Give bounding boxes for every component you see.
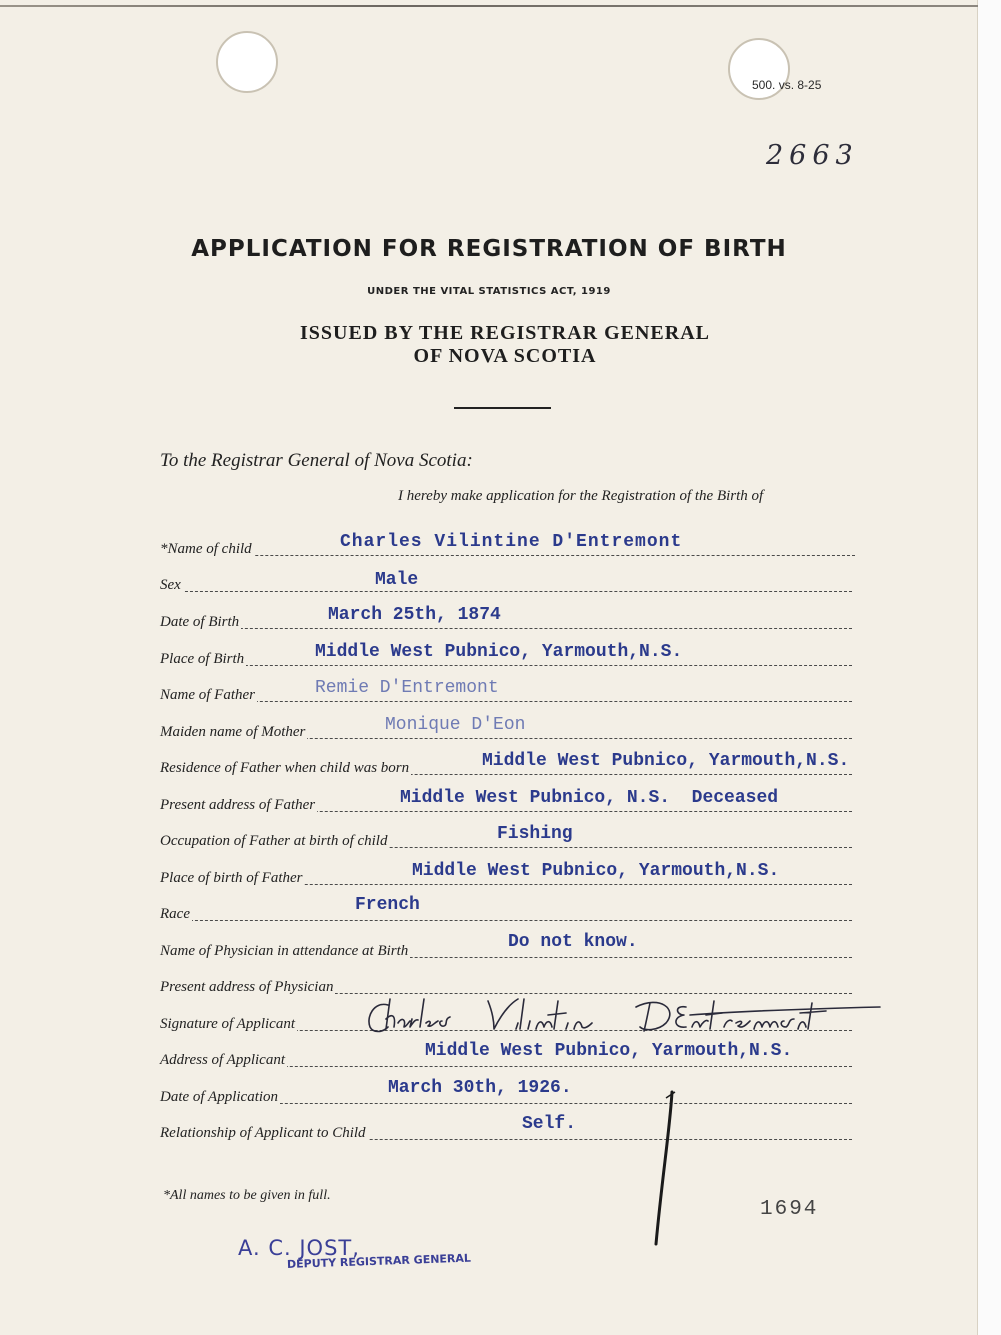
salutation: To the Registrar General of Nova Scotia:	[160, 450, 473, 471]
field-label: Relationship of Applicant to Child	[160, 1125, 366, 1141]
punch-hole-left	[216, 31, 278, 93]
intro-text: I hereby make application for the Registration of the Birth of	[398, 488, 764, 504]
field-signature-of-applicant	[160, 1005, 852, 1035]
field-place-of-birth	[160, 640, 852, 670]
field-label: Residence of Father when child was born	[160, 760, 410, 776]
field-value: Monique D'Eon	[385, 715, 526, 735]
field-value: Middle West Pubnico, Yarmouth,N.S.	[425, 1041, 793, 1061]
field-occupation-of-father	[160, 822, 852, 852]
field-value: Do not know.	[508, 932, 638, 952]
act-subtitle: UNDER THE VITAL STATISTICS ACT, 1919	[367, 286, 611, 297]
field-value: Fishing	[497, 824, 573, 844]
field-maiden-name-of-mother	[160, 713, 852, 743]
field-label: Present address of Physician	[160, 979, 334, 995]
stamp-name: A. C. JOST,	[238, 1236, 360, 1260]
field-value: Middle West Pubnico, Yarmouth,N.S.	[482, 751, 850, 771]
field-value: Male	[375, 570, 419, 590]
field-value: Middle West Pubnico, N.S. Deceased	[400, 788, 779, 808]
field-label: Race	[160, 906, 190, 922]
field-address-of-applicant	[160, 1041, 852, 1071]
field-label: Address of Applicant	[160, 1052, 285, 1068]
field-value: Middle West Pubnico, Yarmouth,N.S.	[315, 642, 683, 662]
field-label: Signature of Applicant	[160, 1016, 295, 1032]
field-label: Name of Father	[160, 687, 255, 703]
field-label: Sex	[160, 577, 181, 593]
field-present-address-of-father	[160, 786, 852, 816]
field-value: Remie D'Entremont	[315, 678, 499, 698]
dotted-line	[160, 628, 852, 629]
field-label: Present address of Father	[160, 797, 316, 813]
field-date-of-birth	[160, 603, 852, 633]
field-label: Occupation of Father at birth of child	[160, 833, 388, 849]
dotted-line	[160, 701, 852, 702]
field-name-of-father	[160, 676, 852, 706]
stamp-number: 1694	[760, 1198, 819, 1221]
field-place-of-birth-of-father	[160, 859, 852, 889]
top-edge-line	[0, 5, 978, 7]
dotted-line	[160, 555, 855, 556]
page-margin	[978, 0, 1001, 1335]
field-date-of-application	[160, 1078, 852, 1108]
field-name-of-child	[160, 530, 855, 560]
issuer-line-1: ISSUED BY THE REGISTRAR GENERAL	[300, 322, 710, 344]
field-label: Place of Birth	[160, 651, 245, 667]
field-value: French	[355, 895, 420, 915]
applicant-signature	[360, 993, 890, 1041]
field-value: Self.	[522, 1114, 577, 1134]
field-relationship	[160, 1114, 852, 1144]
divider-rule	[454, 407, 551, 409]
dotted-line	[160, 591, 852, 592]
field-label: Name of Physician in attendance at Birth	[160, 943, 409, 959]
page-title: APPLICATION FOR REGISTRATION OF BIRTH	[191, 236, 787, 262]
field-value: Middle West Pubnico, Yarmouth,N.S.	[412, 861, 780, 881]
field-sex	[160, 566, 852, 596]
field-label: Maiden name of Mother	[160, 724, 306, 740]
dotted-line	[160, 665, 852, 666]
field-value: March 30th, 1926.	[388, 1078, 572, 1098]
field-label: Date of Application	[160, 1089, 279, 1105]
file-number: 2663	[766, 140, 859, 171]
field-label: *Name of child	[160, 541, 252, 557]
stamp-title: DEPUTY REGISTRAR GENERAL	[286, 1251, 472, 1271]
field-label: Place of birth of Father	[160, 870, 303, 886]
field-label: Date of Birth	[160, 614, 240, 630]
issuer-line-2: OF NOVA SCOTIA	[413, 345, 597, 367]
form-code: 500. vs. 8-25	[752, 78, 822, 92]
issuer-heading	[0, 322, 1001, 368]
field-race	[160, 895, 852, 925]
field-value: Charles Vilintine D'Entremont	[340, 532, 683, 552]
pen-stroke-mark	[648, 1088, 678, 1248]
field-name-of-physician	[160, 932, 852, 962]
dotted-line	[160, 920, 852, 921]
field-residence-of-father	[160, 749, 852, 779]
footnote: *All names to be given in full.	[163, 1188, 331, 1203]
field-value: March 25th, 1874	[328, 605, 501, 625]
